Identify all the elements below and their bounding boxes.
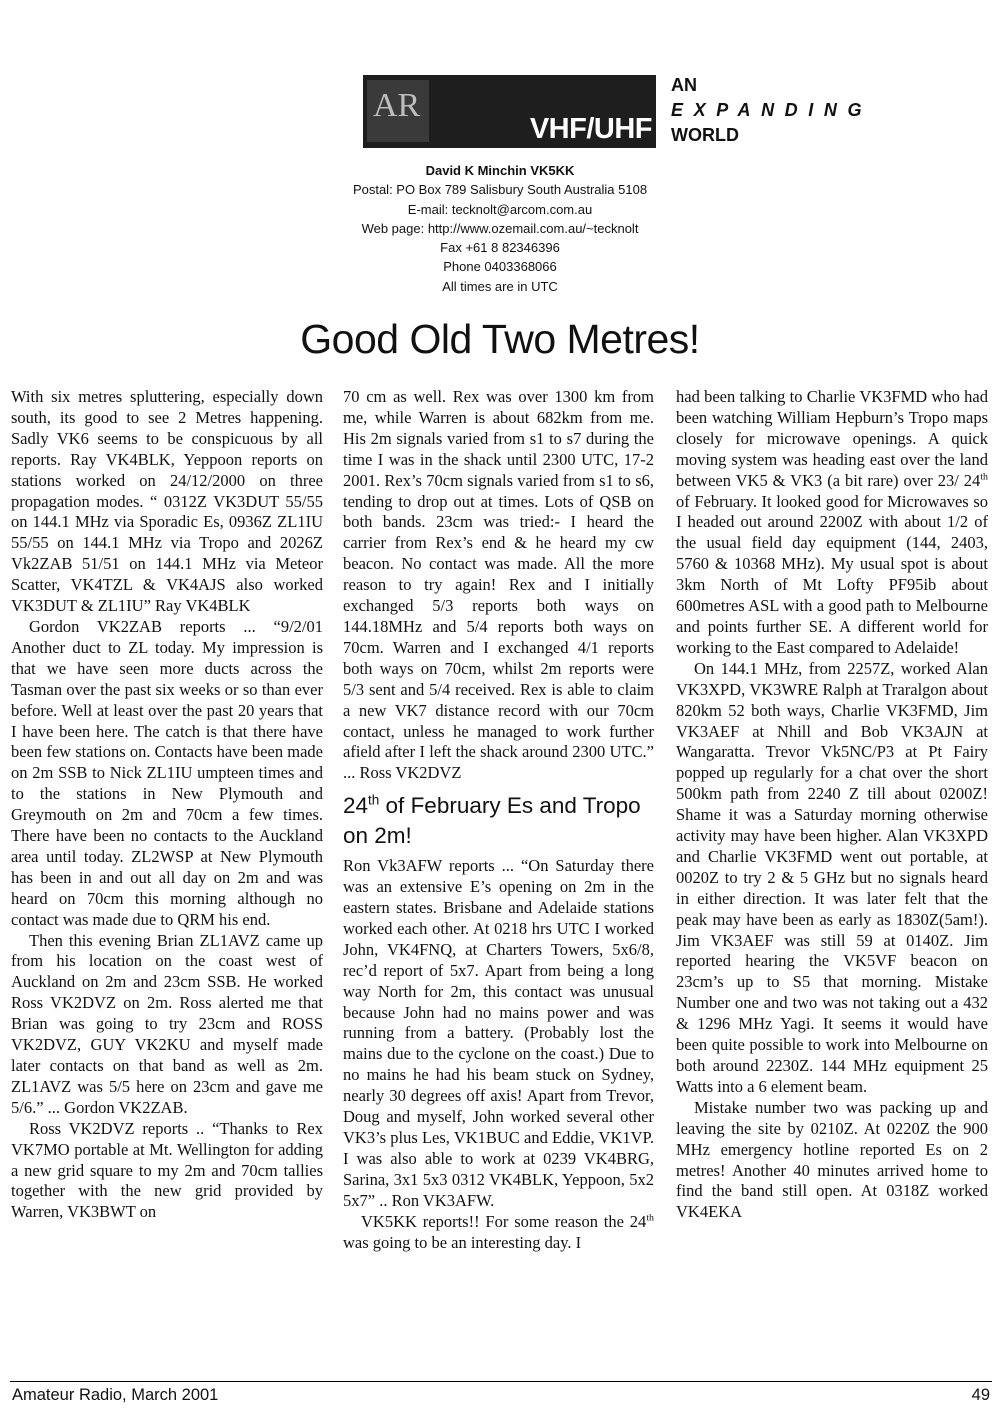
subheading-sup: th	[368, 792, 380, 808]
paragraph: Mistake number two was packing up and leaving the site by 0210Z. At 0220Z the 900 MHz emergency hotline reported Es on 2 metres! Another 40 minutes arrived home to find the band still open. At 0318Z worked VK4EKA	[676, 1097, 988, 1222]
paragraph: Then this evening Brian ZL1AVZ came up from his location on the coast west of Auckland on 2m and 23cm SSB. He worked Ross VK2DVZ on 2m. Ross alerted me that Brian was going to try 23cm and ROSS VK2DVZ, GUY VK2KU and myself made later contacts on that band as well as 2m. ZL1AVZ was 5/5 here on 23cm and gave me 5/6.” ... Gordon VK2ZAB.	[11, 930, 323, 1117]
postal-address: Postal: PO Box 789 Salisbury South Australia 5108	[352, 182, 648, 198]
text-pre: had been talking to Charlie VK3FMD who had been watching William Hepburn’s Tropo maps closely for microwave openings. A quick moving system was heading east over the land between VK5 & VK3 (a bit rare) over 23/ 24	[676, 387, 988, 490]
contact-block	[280, 161, 720, 296]
logo-letter-a: AR	[373, 87, 421, 124]
text-sup: th	[980, 471, 988, 483]
column-2	[343, 387, 654, 1253]
subheading	[343, 791, 654, 851]
tagline-line-2: EXPANDING	[671, 100, 873, 120]
text-post: was going to be an interesting day. I	[343, 1232, 582, 1252]
paragraph: On 144.1 MHz, from 2257Z, worked Alan VK3XPD, VK3WRE Ralph at Traralgon about 820km 52 both ways, Charlie VK3FMD, Jim VK3AEF at Nhill and Bob VK3AJN at Wangaratta. Trevor Vk5NC/P3 at Pt Fairy popped up regularly for a chat over the short 500km path from 2240 Z till about 0200Z! Shame it was a Saturday morning otherwise activity may have been higher. Alan VK3XPD and Charlie VK3FMD went out portable, at 0020Z to try 2 & 5 GHz but no signals heard in either direction. It was later felt that the peak may have been as early as 1830Z(5am!). Jim VK3AEF was still 59 at 0140Z. Jim reported hearing the VK5VF beacon on 23cm’s up to S5 that morning. Mistake Number one and two was not taking out a 432 & 1296 MHz Yagi. It seems it would have been quite possible to work into Melbourne on both around 2230Z. 144 MHz equipment 25 Watts into a 6 element beam.	[676, 658, 988, 1096]
text-sup: th	[646, 1212, 654, 1224]
author-name: David K Minchin VK5KK	[425, 163, 575, 178]
phone-number: Phone 0403368066	[443, 259, 557, 275]
text-post: of February. It looked good for Microwaves so I headed out around 2200Z with about 1/2 of the usual field day equipment (144, 2403, 5760 & 10368 MHz). My usual spot is about 3km North of Mt Lofty PF95ib about 600metres ASL with a good path to Melbourne and points further SE. A different world for working to the East compared to Adelaide!	[676, 491, 988, 657]
tagline	[671, 73, 872, 148]
fax-number: Fax +61 8 82346396	[440, 240, 560, 256]
column-1	[11, 387, 323, 1223]
footer-divider	[10, 1381, 992, 1382]
paragraph	[676, 387, 988, 659]
paragraph: Ross VK2DVZ reports .. “Thanks to Rex VK7MO portable at Mt. Wellington for adding a new grid square to my 2m and 70cm tallies together with the new grid provided by Warren, VK3BWT on	[11, 1118, 323, 1222]
paragraph: 70 cm as well. Rex was over 1300 km from me, while Warren is about 682km from me. His 2m signals varied from s1 to s7 during the time I was in the shack until 2300 UTC, 17-2 2001. Rex’s 70cm signals varied from s1 to s6, tending to drop out at times. Lots of QSB on both bands. 23cm was tried:- I heard the carrier from Rex’s end & he heard my cw beacon. No contact was made. All the more reason to try again! Rex and I initially exchanged 5/3 reports both ways on 144.18MHz and 5/4 reports both ways on 70cm. Warren and I exchanged 4/1 reports both ways on 70cm, whilst 2m reports were 5/3 sent and 5/4 received. Rex is able to claim a new VK7 distance record with our 70cm contact, unless he managed to work further afield after I left the shack around 2300 UTC.” ... Ross VK2DVZ	[343, 387, 654, 783]
article-title: Good Old Two Metres!	[300, 316, 700, 362]
column-3	[676, 387, 988, 1223]
banner-label: VHF/UHF	[529, 113, 652, 145]
paragraph: With six metres spluttering, especially down south, its good to see 2 Metres happening. Sadly VK6 seems to be conspicuous by all reports. Ray VK4BLK, Yeppoon reports on stations worked on 24/12/2000 on three propagation modes. “ 0312Z VK3DUT 55/55 on 144.1 MHz via Sporadic Es, 0936Z ZL1IU 55/55 on 144.1 MHz via Tropo and 2026Z Vk2ZAB 51/51 on 144.1 MHz via Meteor Scatter, VK4TZL & VK4AJS also worked VK3DUT & ZL1IU” Ray VK4BLK	[11, 387, 323, 616]
text-pre: VK5KK reports!! For some reason the 24	[361, 1211, 647, 1231]
paragraph: Gordon VK2ZAB reports ... “9/2/01 Another duct to ZL today. My impression is that we have seen more ducts across the Tasman over the past six weeks or so than ever before. Well at least over the past 20 years that I have been here. The catch is that there have been few stations on. Contacts have been made on 2m SSB to Nick ZL1IU umpteen times and to the stations in New Plymouth and Greymouth on 2m and 70cm a few times. There have been no contacts to the Auckland area until today. ZL2WSP at New Plymouth has been in and out all day on 2m and was heard on 70cm this morning although no contact was made due to QRM his end.	[11, 616, 323, 929]
tagline-line-3: WORLD	[671, 125, 739, 145]
section-banner	[363, 75, 656, 148]
footer-publication: Amateur Radio, March 2001	[12, 1386, 219, 1404]
subheading-pre: 24	[343, 793, 369, 819]
subheading-post: of February Es and Tropo on 2m!	[343, 793, 641, 849]
page-number: 49	[971, 1386, 990, 1404]
tagline-line-1: AN	[671, 75, 697, 95]
web-page: Web page: http://www.ozemail.com.au/~tecknolt	[361, 220, 639, 236]
email-address: E-mail: tecknolt@arcom.com.au	[407, 201, 593, 217]
paragraph	[343, 1212, 654, 1254]
times-note: All times are in UTC	[442, 278, 558, 294]
paragraph: Ron Vk3AFW reports ... “On Saturday there was an extensive E’s opening on 2m in the eastern states. Brisbane and Adelaide stations worked each other. At 0218 hrs UTC I worked John, VK4FNQ, at Charters Towers, 5x6/8, rec’d report of 5x7. Apart from being a long way North for 2m, this contact was unusual because John had no mains power and was running from a battery. (Probably lost the mains due to the cyclone on the coast.) Due to no mains he had his beam stuck on Sydney, nearly 30 degrees off axis! Apart from Trevor, Doug and myself, John worked several other VK3’s plus Les, VK1BUC and Eddie, VK1VP. I was also able to work at 0239 VK4BRG, Sarina, 3x1 5x3 0312 VK4BLK, Yeppoon, 5x2 5x7” .. Ron VK3AFW.	[343, 856, 654, 1210]
ar-logo-icon	[367, 80, 429, 142]
